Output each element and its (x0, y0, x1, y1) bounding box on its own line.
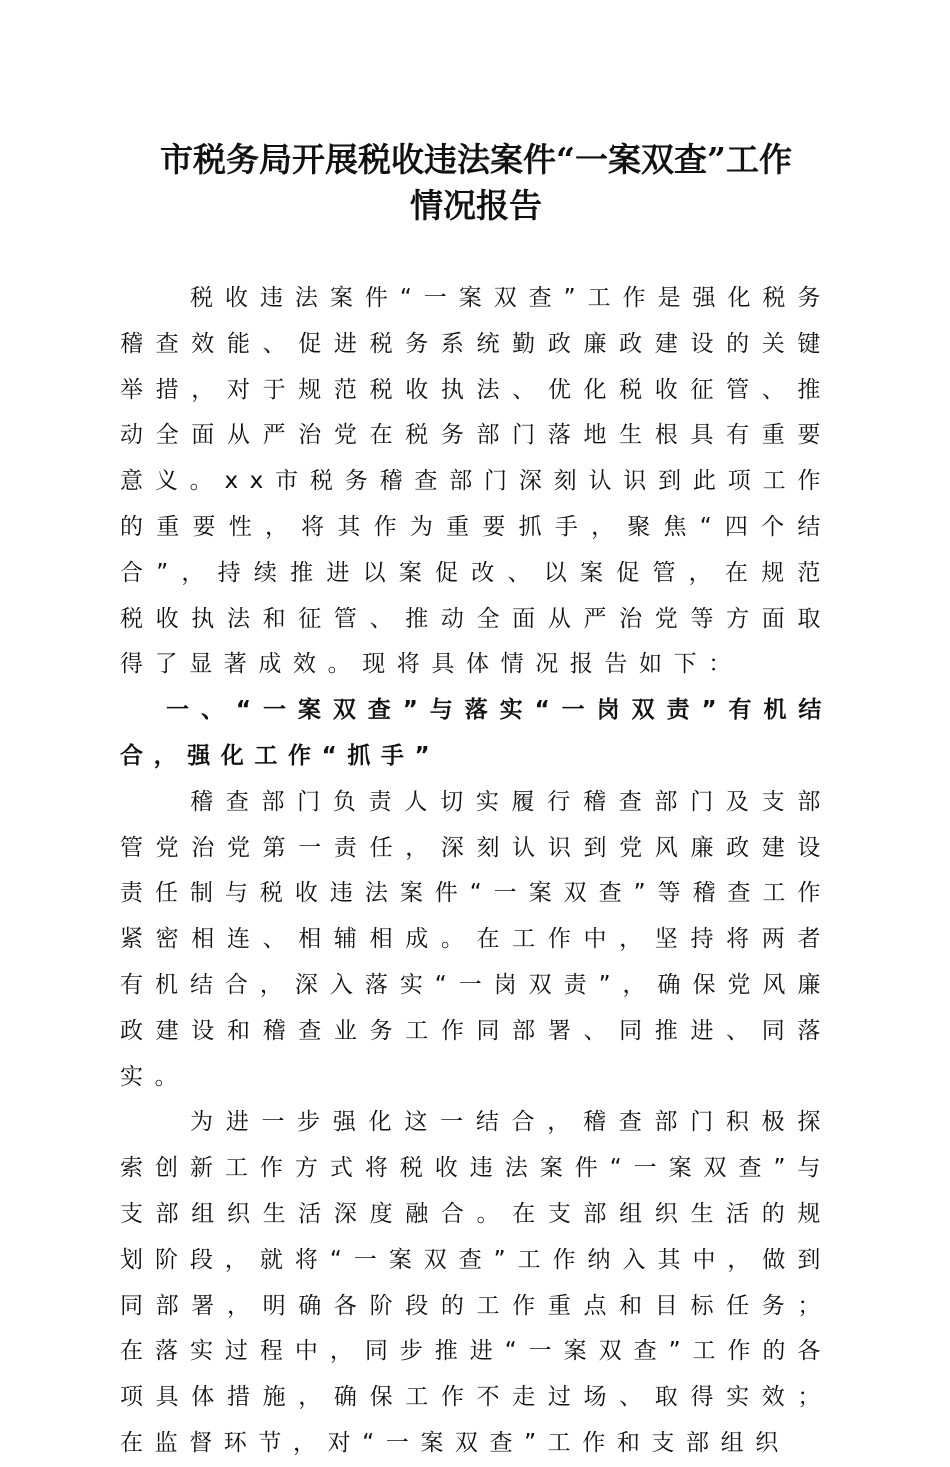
document-body (120, 276, 832, 1467)
title-line-1: 市税务局开展税收违法案件“一案双查”工作 (160, 140, 792, 179)
section-1-paragraph-1: 稽查部门负责人切实履行稽查部门及支部管党治党第一责任，深刻认识到党风廉政建设责任制与税收违法案件“一案双查”等稽查工作紧密相连、相辅相成。在工作中，坚持将两者有机结合，深入落实“一岗双责”，确保党风廉政建设和稽查业务工作同部署、同推进、同落实。 (120, 788, 832, 1090)
document-title (120, 137, 832, 229)
section-1-paragraph-2: 为进一步强化这一结合，稽查部门积极探索创新工作方式将税收违法案件“一案双查”与支部组织生活深度融合。在支部组织生活的规划阶段，就将“一案双查”工作纳入其中，做到同部署，明确各阶段的工作重点和目标任务；在落实过程中，同步推进“一案双查”工作的各项具体措施，确保工作不走过场、取得实效；在监督环节，对“一案双查”工作和支部组织 (120, 1109, 832, 1456)
intro-paragraph: 税收违法案件“一案双查”工作是强化税务稽查效能、促进税务系统勤政廉政建设的关键举措，对于规范税收执法、优化税收征管、推动全面从严治党在税务部门落地生根具有重要意义。xx市税务稽查部门深刻认识到此项工作的重要性，将其作为重要抓手，聚焦“四个结合”，持续推进以案促改、以案促管，在规范税收执法和征管、推动全面从严治党等方面取得了显著成效。现将具体情况报告如下： (120, 285, 832, 678)
title-line-2: 情况报告 (410, 186, 542, 225)
section-heading-1: 一、“一案双查”与落实“一岗双责”有机结合，强化工作“抓手” (120, 697, 832, 769)
